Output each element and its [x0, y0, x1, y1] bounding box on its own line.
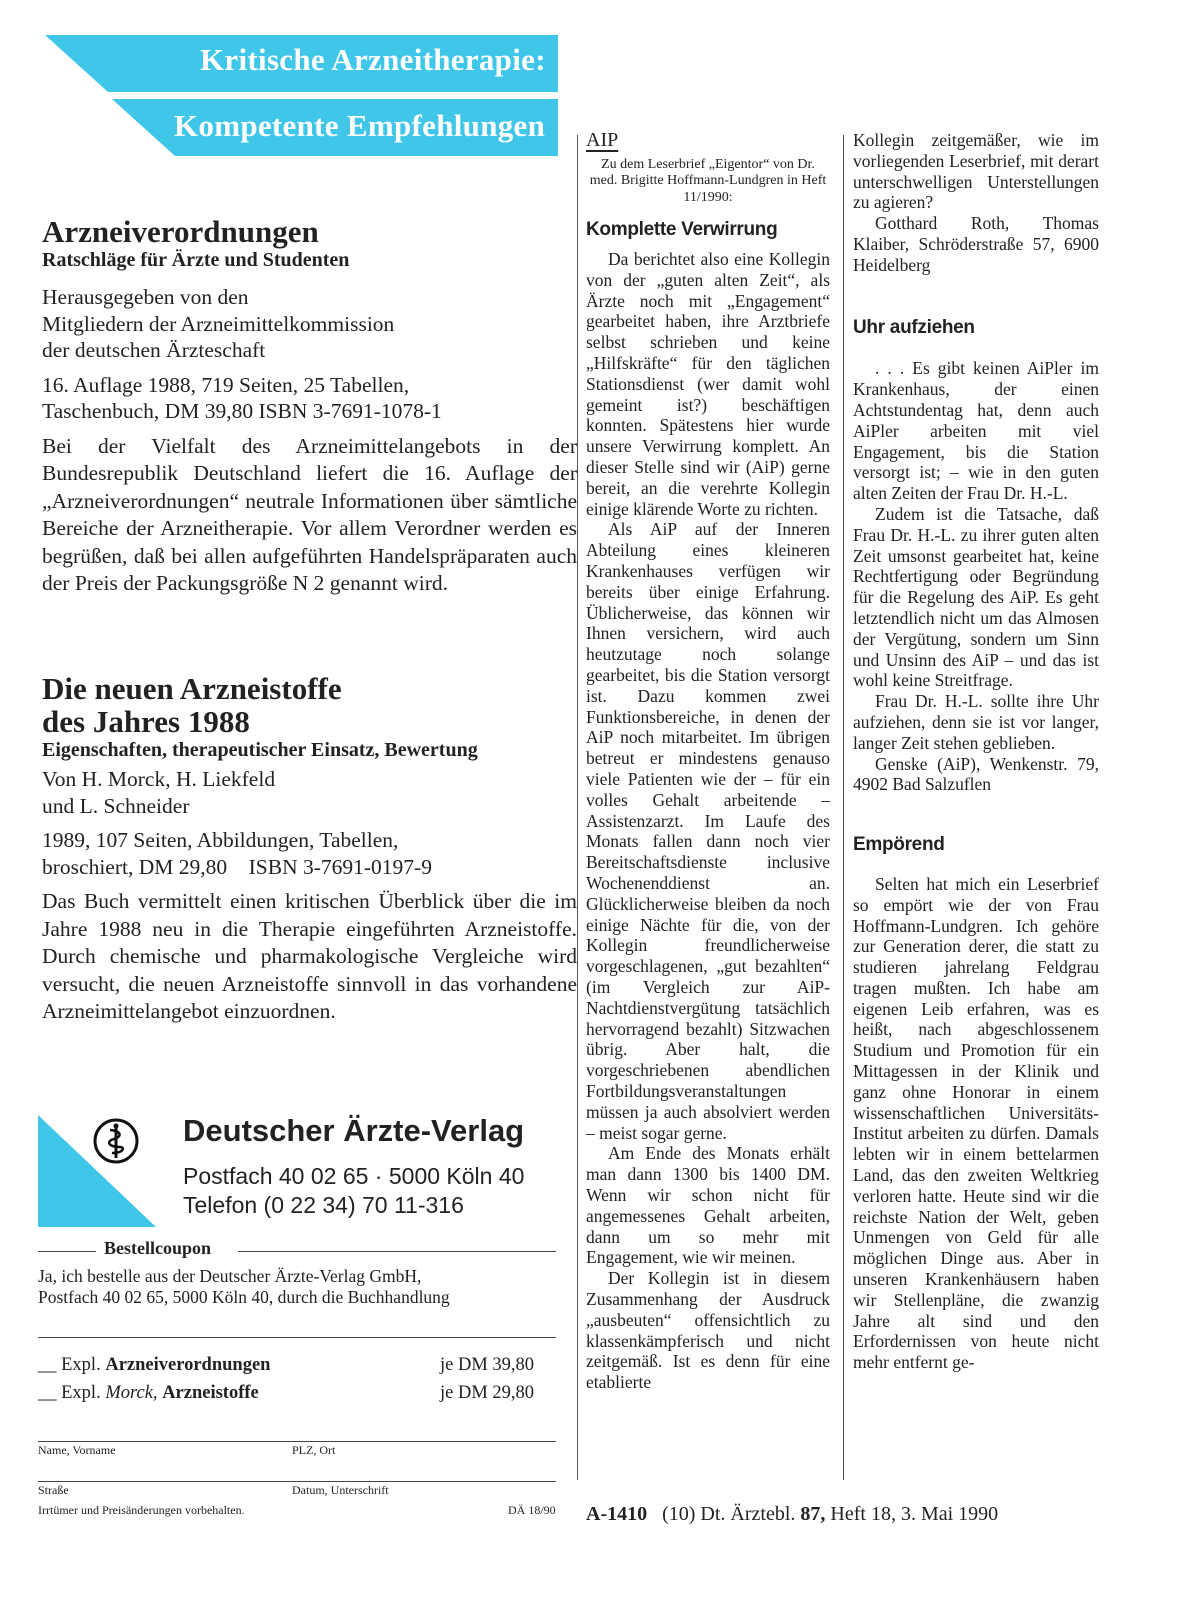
coupon-rule-left	[38, 1251, 96, 1252]
book2-details-2: broschiert, DM 29,80 ISBN 3-7691-0197-9	[42, 854, 432, 879]
section-heading: AIP	[586, 129, 619, 151]
coupon-code: DÄ 18/90	[508, 1503, 556, 1517]
book1-ad	[42, 215, 577, 598]
letter3-heading: Empörend	[853, 834, 945, 856]
order2-author: Morck,	[105, 1383, 158, 1403]
book1-editor-2: Mitgliedern der Arzneimittelkommission	[42, 311, 395, 336]
column-divider-2	[843, 135, 844, 1480]
coupon-text-1: Ja, ich bestelle aus der Deutscher Ärzte-Verlag GmbH,	[38, 1266, 422, 1286]
letter1-heading: Komplette Verwirrung	[586, 219, 778, 241]
bookstore-line[interactable]	[38, 1337, 556, 1338]
book2-authors-1: Von H. Morck, H. Liekfeld	[42, 767, 276, 791]
book1-details-1: 16. Auflage 1988, 719 Seiten, 25 Tabellen,	[42, 372, 410, 397]
order1-price: je DM 39,80	[440, 1355, 535, 1375]
aesculapian-staff-logo-icon	[92, 1117, 140, 1165]
page-number: A-1410	[586, 1503, 648, 1525]
book1-subtitle: Ratschläge für Ärzte und Studenten	[42, 249, 350, 271]
letter1-continuation: Kollegin zeitgemäßer, wie im vorliegenden Leserbrief, mit derart unterschwelligen Unterstellungen zu agieren?	[853, 130, 1099, 213]
order-line-1[interactable]	[38, 1355, 270, 1376]
book2-details-1: 1989, 107 Seiten, Abbildungen, Tabellen,	[42, 828, 399, 852]
letters-column-2	[853, 130, 1099, 1373]
coupon-heading: Bestellcoupon	[104, 1238, 212, 1258]
name-field-label: Name, Vorname	[38, 1443, 116, 1457]
book2-title-1: Die neuen Arzneistoffe	[42, 671, 342, 706]
book1-title: Arzneiverordnungen	[42, 214, 319, 249]
letter2-paragraph-2: Zudem ist die Tatsache, daß Frau Dr. H.-L. zu ihrer guten alten Zeit umsonst gearbeitet hat, keine Rechtfertigung oder Begründung für die Regelung des AiP. Es geht letztendlich nicht um das Almosen der Vergütung, sondern um Sinn und Unsinn des AiP – und das ist wohl keine Streitfrage.	[853, 503, 1099, 691]
letters-column-1	[586, 130, 830, 1393]
book2-authors-2: und L. Schneider	[42, 793, 190, 818]
letter3-text: Selten hat mich ein Leserbrief so empört wie der von Frau Hoffmann-Lundgren. Ich gehöre zur Generation derer, die statt zu studieren jahrelang Feldgrau tragen mußten. Ich habe am eigenen Leib erfahren, was es heißt, nach abgeschlossenem Studium und Promotion für ein Mittagessen in der Klinik und ganz ohne Honorar in einem wissenschaftlichen Universitäts-Institut arbeiten zu dürfen. Damals lebten wir in einem bettelarmen Land, das den zweiten Weltkrieg verloren hatte. Heute sind wir die reichste Nation der Welt, geben Unmengen von Geld für alle möglichen Dinge aus. Aber in unseren Krankenhäusern haben wir Stellenpläne, die zwanzig Jahre alt sind und den Erfordernissen von heute nicht mehr entfernt ge-	[853, 873, 1099, 1373]
plz-field-label: PLZ, Ort	[292, 1443, 336, 1457]
publisher-name: Deutscher Ärzte-Verlag	[183, 1113, 525, 1148]
order2-title: Arzneistoffe	[162, 1383, 259, 1403]
footer-volume: 87,	[800, 1503, 826, 1525]
date-field-label: Datum, Unterschrift	[292, 1483, 389, 1497]
column-divider-1	[577, 135, 578, 1480]
book1-details-2: Taschenbuch, DM 39,80 ISBN 3-7691-1078-1	[42, 399, 442, 423]
book1-editor-1: Herausgegeben von den	[42, 285, 249, 309]
order-line-2[interactable]	[38, 1383, 259, 1404]
name-field-line[interactable]	[38, 1441, 556, 1442]
letter2-signature: Genske (AiP), Wenkenstr. 79, 4902 Bad Salzuflen	[853, 753, 1099, 795]
letter1-paragraph-3: Am Ende des Monats erhält man dann 1300 bis 1400 DM. Wenn wir schon nicht für angemessenes Gehalt arbeiten, dann um so mehr mit Engagement, wie wir meinen.	[586, 1143, 830, 1268]
order1-prefix: __ Expl.	[38, 1355, 101, 1375]
publisher-address: Postfach 40 02 65 · 5000 Köln 40	[183, 1163, 525, 1189]
coupon-rule-right	[238, 1251, 556, 1252]
letter2-paragraph-3: Frau Dr. H.-L. sollte ihre Uhr aufziehen, denn sie ist vor langer, langer Zeit stehen geblieben.	[853, 691, 1099, 753]
letter1-paragraph-1: Da berichtet also eine Kollegin von der „guten alten Zeit“, als Ärzte noch mit „Engagement“ gearbeitet haben, ihre Arztbriefe selbst schrieben und keine „Hilfskräfte“ für den täglichen Stationsdienst (wer damit wohl gemeint ist?) beschäftigen konnten. Spätestens hier wurde unsere Verwirrung komplett. An dieser Stelle sind wir (AiP) gerne bereit, an die verehrte Kollegin einige klärende Worte zu richten.	[586, 249, 830, 519]
book1-editor-3: der deutschen Ärzteschaft	[42, 338, 266, 362]
banner-line-1: Kritische Arzneitherapie:	[200, 42, 546, 77]
publisher-phone: Telefon (0 22 34) 70 11-316	[183, 1192, 464, 1218]
order2-price: je DM 29,80	[440, 1383, 535, 1403]
book2-ad	[42, 672, 577, 1026]
letter1-paragraph-2: Als AiP auf der Inneren Abteilung eines kleineren Krankenhauses verfügen wir bereits über einige Erfahrung. Üblicherweise, das können wir Ihnen versichern, wird auch heutzutage noch solange gearbeitet, bis die Station versorgt ist. Dazu kommen zwei Funktionsbereiche, in denen der AiP noch mitarbeitet. Im übrigen betreut er mindestens genauso viele Patienten wie der – für ein volles Gehalt arbeitende – Assistenzarzt. Im Laufe des Monats fallen dann noch vier Bereitschaftsdienste inclusive Wochenenddienst an. Glücklicherweise bleiben da noch einige Nächte für die, von der Kollegin freundlicherweise vorgeschlagenen, „gut bezahlten“ (im Vergleich zur AiP-Nachtdienstvergütung tatsächlich hervorragend bezahlt) Sitzwachen übrig. Aber halt, die vorgeschriebenen abendlichen Fortbildungsveranstaltungen müssen ja auch absolviert werden – meist sogar gerne.	[586, 519, 830, 1143]
letter1-signature: Gotthard Roth, Thomas Klaiber, Schröderstraße 57, 6900 Heidelberg	[853, 213, 1099, 275]
letter2-paragraph-1: . . . Es gibt keinen AiPler im Krankenhaus, der einen Achtstundentag hat, denn auch AiPler arbeiten mit viel Engagement, bis die Station versorgt ist; – wie in den guten alten Zeiten der Frau Dr. H.-L.	[853, 358, 1099, 504]
book1-description: Bei der Vielfalt des Arzneimittelangebots in der Bundesrepublik Deutschland liefert die 16. Auflage der „Arzneiverordnungen“ neutrale Informationen über sämtliche Bereiche der Arzneitherapie. Vor allem Verordner werden es begrüßen, daß bei allen aufgeführten Handelspräparaten auch der Preis der Packungsgröße N 2 genannt wird.	[42, 433, 577, 595]
banner-line-2: Kompetente Empfehlungen	[174, 108, 546, 143]
book2-subtitle: Eigenschaften, therapeutischer Einsatz, Bewertung	[42, 739, 478, 761]
book2-description: Das Buch vermittelt einen kritischen Überblick über die im Jahre 1988 neu in die Therapie eingeführten Arzneistoffe. Durch chemische und pharmakologische Vergleiche wird versucht, die neuen Arzneistoffe sinnvoll in das vorhandene Arzneimittelangebot einzuordnen.	[42, 889, 577, 1023]
footer-journal: (10) Dt. Ärztebl.	[662, 1503, 796, 1525]
book2-title-2: des Jahres 1988	[42, 704, 250, 739]
street-field-label: Straße	[38, 1483, 69, 1497]
page-footer	[586, 1503, 998, 1526]
street-field-line[interactable]	[38, 1481, 556, 1482]
coupon-text-2: Postfach 40 02 65, 5000 Köln 40, durch die Buchhandlung	[38, 1287, 450, 1307]
order1-title: Arzneiverordnungen	[105, 1355, 271, 1375]
letters-intro: Zu dem Leserbrief „Eigentor“ von Dr. med. Brigitte Hoffmann-Lundgren in Heft 11/1990:	[589, 156, 827, 205]
letter1-paragraph-4: Der Kollegin ist in diesem Zusammenhang der Ausdruck „ausbeuten“ offensichtlich zu klassenkämpferisch und nicht zeitgemäß. Ist es denn für eine etablierte	[586, 1268, 830, 1393]
order2-prefix: __ Expl.	[38, 1383, 101, 1403]
footer-issue: Heft 18, 3. Mai 1990	[830, 1503, 999, 1525]
letter2-heading: Uhr aufziehen	[853, 316, 975, 338]
coupon-disclaimer: Irrtümer und Preisänderungen vorbehalten.	[38, 1503, 245, 1517]
